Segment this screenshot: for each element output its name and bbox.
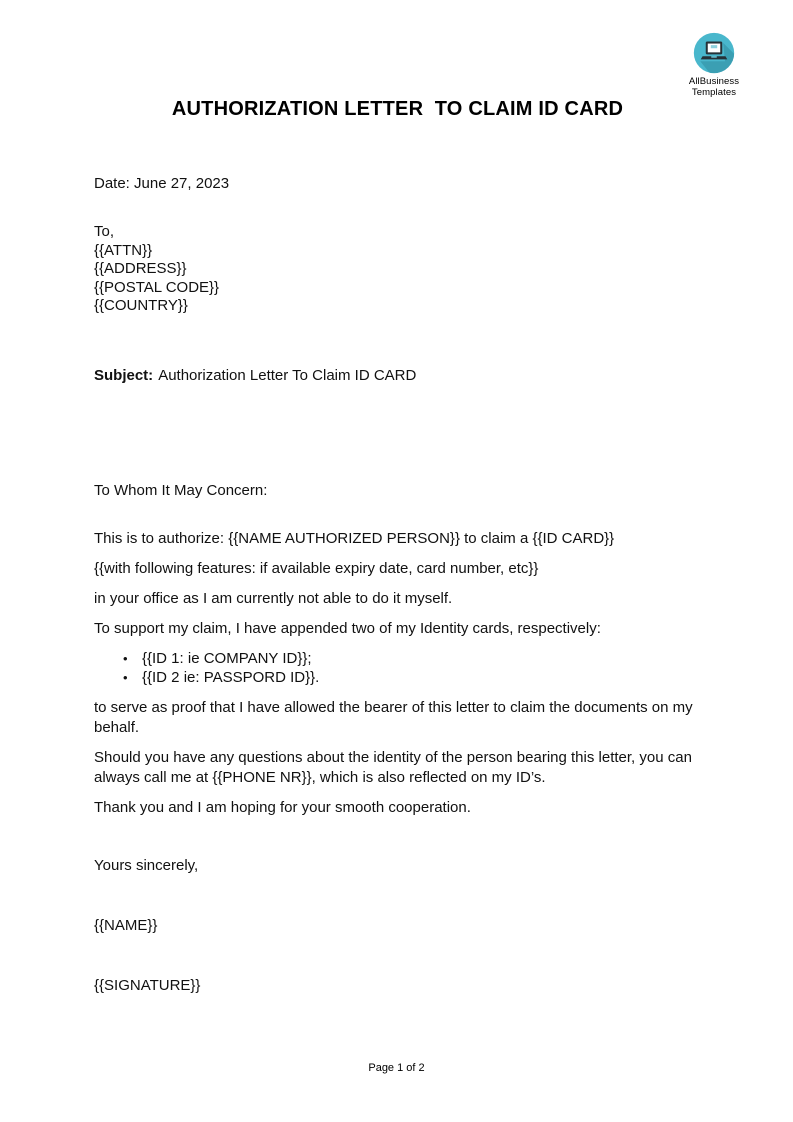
recipient-line-postal-code: {{POSTAL CODE}} bbox=[94, 278, 220, 296]
closing: Yours sincerely, bbox=[94, 856, 199, 874]
list-item bbox=[94, 649, 701, 669]
paragraph-authorize: This is to authorize: {{NAME AUTHORIZED PERSON}} to claim a {{ID CARD}} bbox=[94, 529, 615, 547]
id-item-company: {{ID 1: ie COMPANY ID}}; bbox=[142, 649, 312, 667]
recipient-line-to: To, bbox=[94, 223, 115, 240]
name-placeholder: {{NAME}} bbox=[94, 916, 158, 934]
bullet-icon: • bbox=[123, 670, 128, 685]
subject-line bbox=[94, 366, 701, 385]
paragraph-proof: to serve as proof that I have allowed the bearer of this letter to claim the documents on my behalf. bbox=[94, 698, 693, 736]
paragraph-questions: Should you have any questions about the identity of the person bearing this letter, you can always call me at {{PHONE NR}}, which is also reflected on my ID’s. bbox=[94, 748, 692, 786]
paragraph-office: in your office as I am currently not able to do it myself. bbox=[94, 589, 453, 607]
brand-logo bbox=[668, 31, 760, 98]
brand-name-line1: AllBusiness bbox=[688, 76, 740, 87]
recipient-line-country: {{COUNTRY}} bbox=[94, 297, 188, 314]
subject-text: Authorization Letter To Claim ID CARD bbox=[158, 366, 417, 384]
letter-title: AUTHORIZATION LETTER TO CLAIM ID CARD bbox=[171, 98, 624, 120]
signature-placeholder: {{SIGNATURE}} bbox=[94, 976, 201, 994]
page-number: Page 1 of 2 bbox=[368, 1062, 425, 1074]
brand-name-line2: Templates bbox=[691, 87, 737, 98]
laptop-icon bbox=[692, 31, 736, 75]
date-line: Date: June 27, 2023 bbox=[94, 175, 230, 192]
recipient-line-address: {{ADDRESS}} bbox=[94, 260, 187, 277]
salutation: To Whom It May Concern: bbox=[94, 481, 268, 499]
subject-label: Subject: bbox=[94, 366, 154, 384]
paragraph-features: {{with following features: if available expiry date, card number, etc}} bbox=[94, 559, 539, 577]
paragraph-support-claim: To support my claim, I have appended two of my Identity cards, respectively: bbox=[94, 619, 601, 637]
recipient-block bbox=[94, 223, 701, 316]
recipient-line-attn: {{ATTN}} bbox=[94, 241, 153, 259]
bullet-icon: • bbox=[123, 650, 128, 666]
paragraph-thanks: Thank you and I am hoping for your smooth cooperation. bbox=[94, 798, 471, 816]
list-item bbox=[94, 668, 701, 688]
id-list bbox=[94, 649, 701, 688]
id-item-passport: {{ID 2 ie: PASSPORD ID}}. bbox=[142, 669, 320, 686]
